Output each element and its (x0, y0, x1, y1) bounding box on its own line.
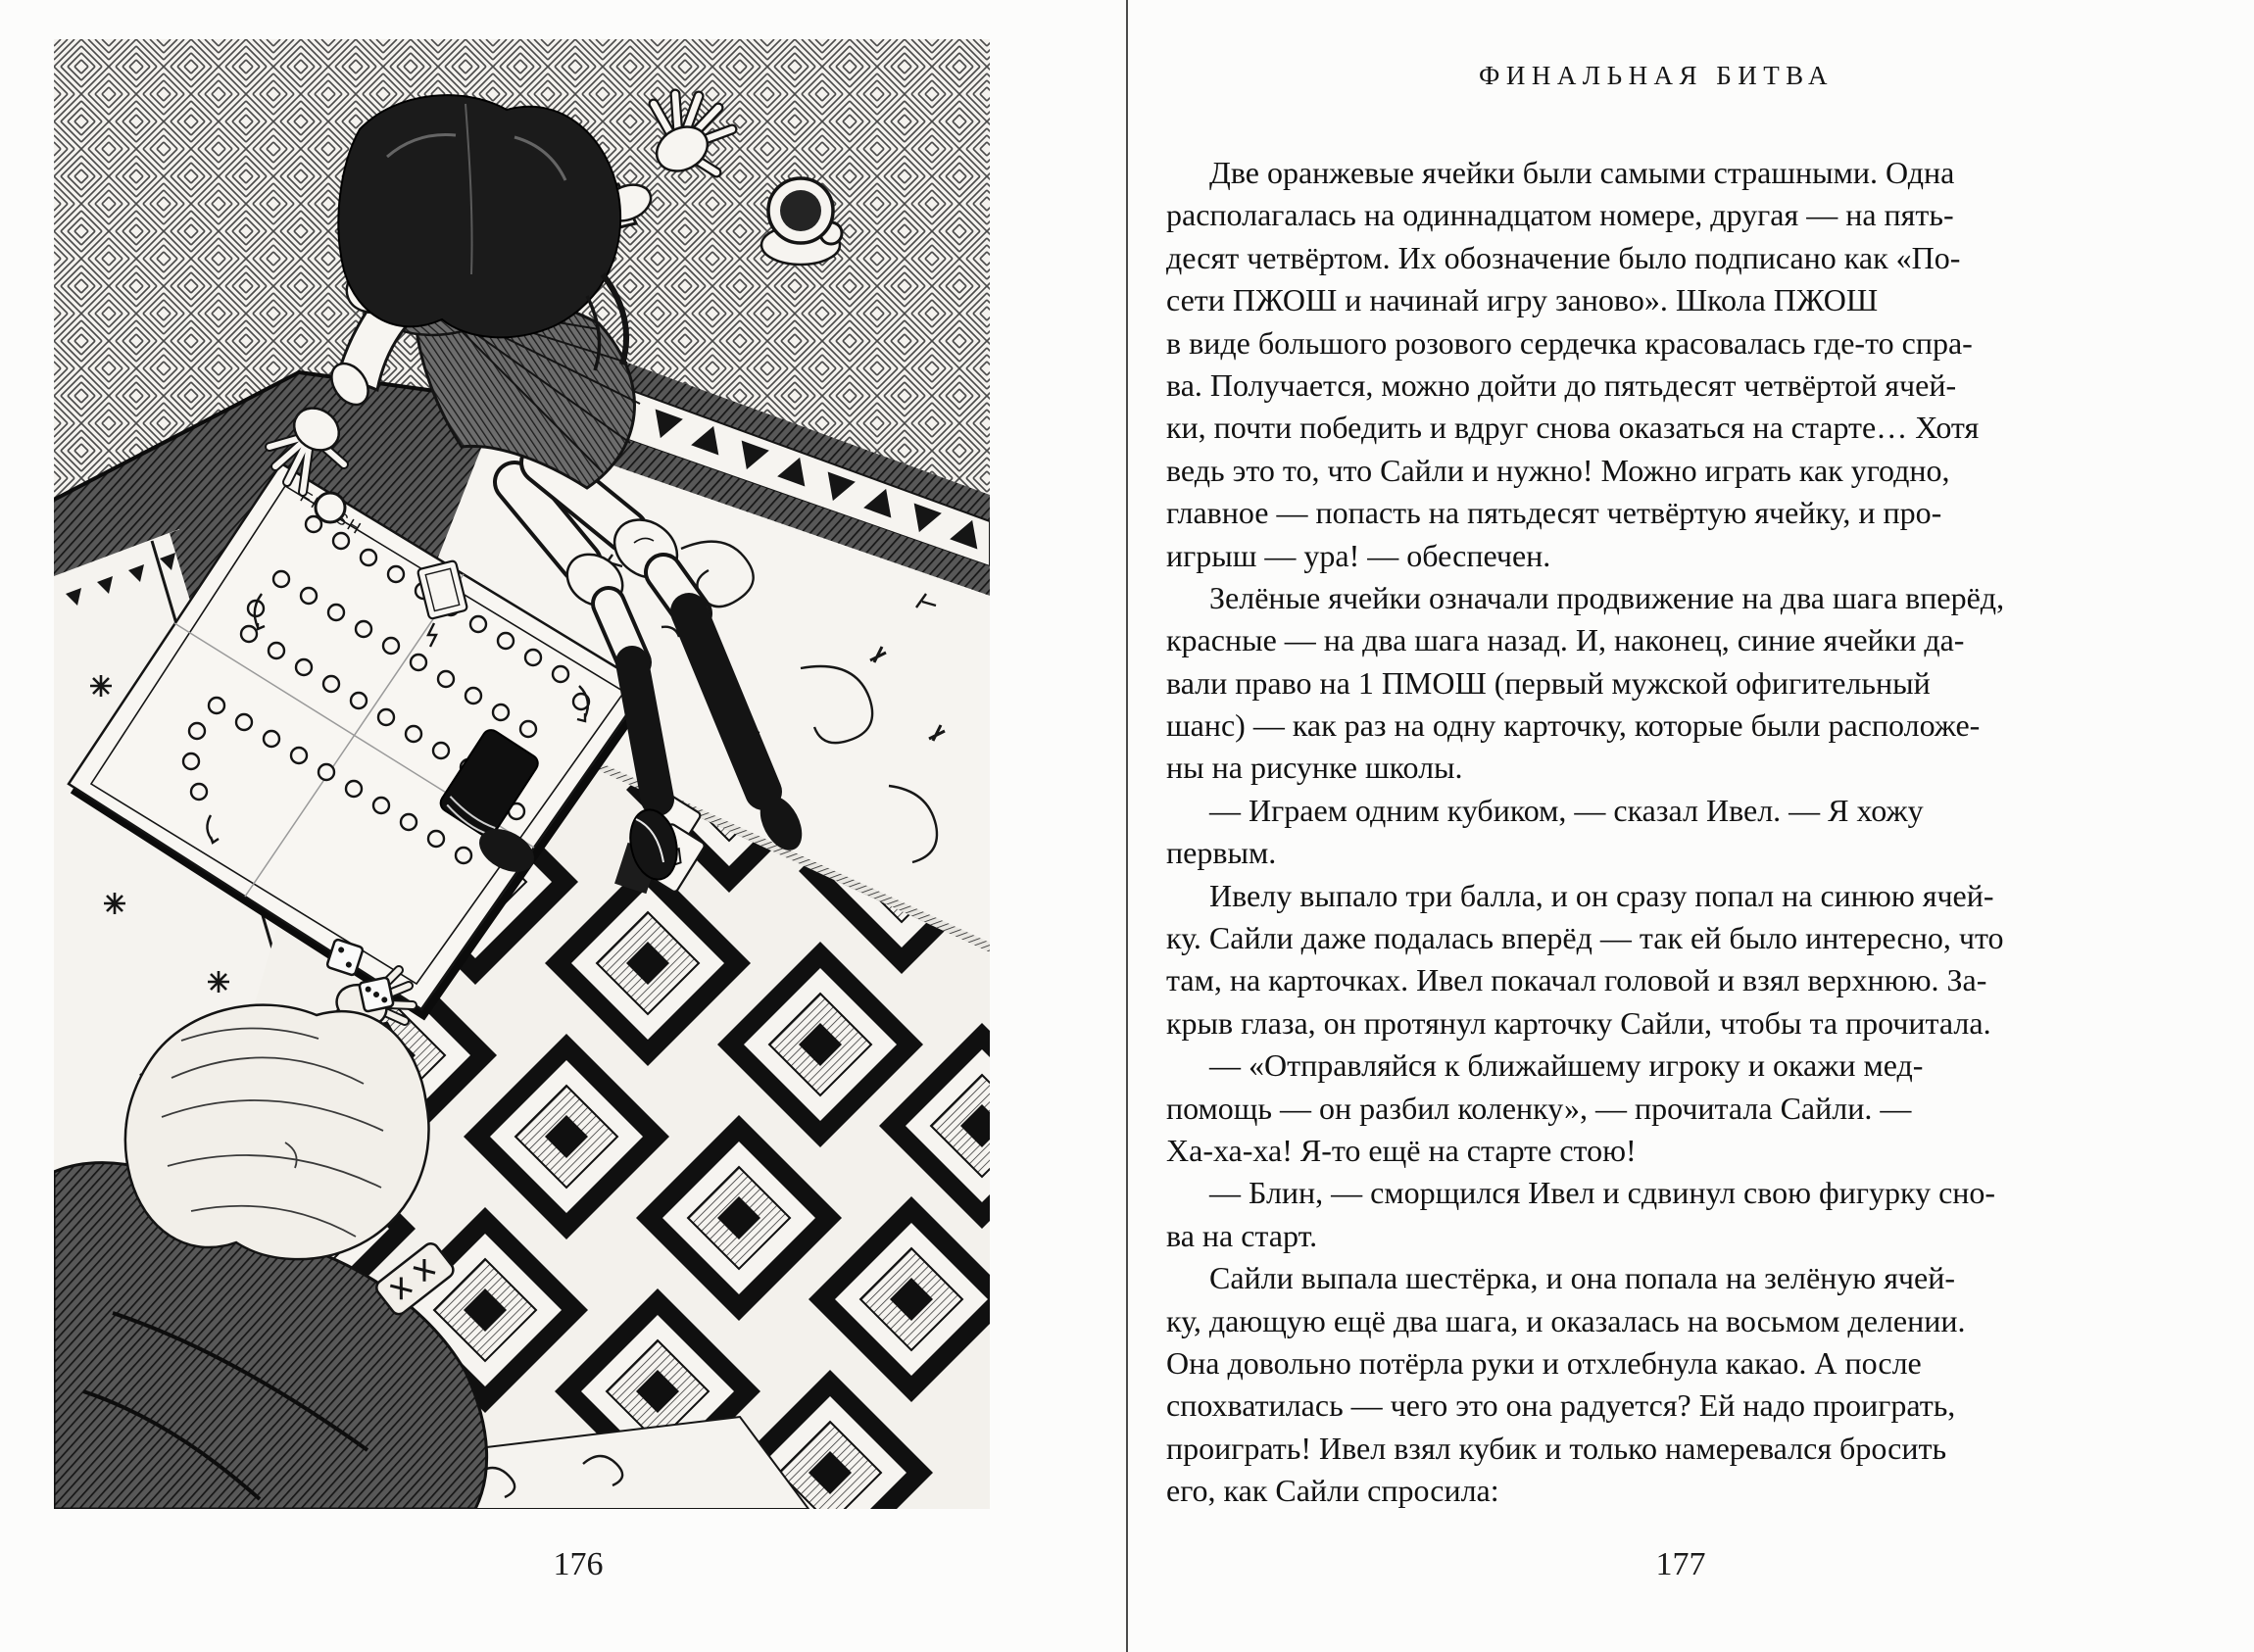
text-line: Ивелу выпало три балла, и он сразу попал на синюю ячей- (1209, 877, 1994, 913)
text-line: помощь — он разбил коленку», — прочитала Сайли. — (1166, 1090, 1912, 1126)
text-line: — Блин, — сморщился Ивел и сдвинул свою фигурку сно- (1209, 1175, 1996, 1211)
running-head: ФИНАЛЬНАЯ БИТВА (1479, 61, 1834, 90)
text-line: ва. Получается, можно дойти до пятьдесят четвёртой ячей- (1166, 366, 1957, 403)
right-page (1129, 0, 2254, 1652)
text-line: Сайли выпала шестёрка, и она попала на зелёную ячей- (1209, 1260, 1955, 1296)
text-line: Зелёные ячейки означали продвижение на два шага вперёд, (1209, 579, 2005, 615)
text-line: десят четвёртом. Их обозначение было подписано как «По- (1166, 239, 1961, 275)
text-line: Она довольно потёрла руки и отхлебнула какао. А после (1166, 1344, 1922, 1381)
text-line: Ха-ха-ха! Я-то ещё на старте стою! (1166, 1132, 1637, 1168)
text-line: его, как Сайли спросила: (1166, 1473, 1499, 1509)
page-number-right: 177 (1655, 1546, 1706, 1582)
text-line: ны на рисунке школы. (1166, 750, 1463, 786)
text-line: спохватилась — чего это она радуется? Ей надо проиграть, (1166, 1387, 1956, 1424)
left-page (0, 0, 1125, 1652)
body-text (1166, 152, 2146, 1513)
text-line: главное — попасть на пятьдесят четвёртую ячейку, и про- (1166, 495, 1942, 531)
text-line: ва на старт. (1166, 1217, 1318, 1253)
text-line: сети ПЖОШ и начинай игру заново». Школа ПЖОШ (1166, 282, 1879, 318)
grandfather-hair (125, 1005, 429, 1260)
text-line: ки, почти победить и вдруг снова оказаться на старте… Хотя (1166, 410, 1980, 446)
text-line: игрыш — ура! — обеспечен. (1166, 537, 1551, 573)
illustration (54, 39, 990, 1509)
text-line: — Играем одним кубиком, — сказал Ивел. — Я хожу (1209, 792, 1924, 828)
text-line: первым. (1166, 835, 1277, 871)
text-line: — «Отправляйся к ближайшему игроку и окажи мед- (1209, 1047, 1924, 1084)
text-line: в виде большого розового сердечка красовалась где-то спра- (1166, 324, 1973, 361)
text-line: Две оранжевые ячейки были самыми страшными. Одна (1209, 155, 1955, 190)
page-number-left: 176 (553, 1546, 604, 1582)
text-line: проиграть! Ивел взял кубик и только намеревался бросить (1166, 1430, 1947, 1466)
text-line: там, на карточках. Ивел покачал головой и взял верхнюю. За- (1166, 962, 1987, 998)
text-line: шанс) — как раз на одну карточку, которые были расположе- (1166, 707, 1981, 744)
text-line: крыв глаза, он протянул карточку Сайли, чтобы та прочитала. (1166, 1004, 1991, 1041)
text-line: красные — на два шага назад. И, наконец, синие ячейки да- (1166, 622, 1965, 658)
text-line: располагалась на одиннадцатом номере, другая — на пять- (1166, 197, 1954, 233)
text-line: ку, дающую ещё два шага, и оказалась на восьмом делении. (1166, 1302, 1966, 1338)
text-line: ку. Сайли даже подалась вперёд — так ей было интересно, что (1166, 920, 2004, 956)
text-line: ведь это то, что Сайли и нужно! Можно играть как угодно, (1166, 452, 1950, 488)
page-gutter-seam (1126, 0, 1128, 1652)
text-line: вали право на 1 ПМОШ (первый мужской офигительный (1166, 664, 1931, 701)
